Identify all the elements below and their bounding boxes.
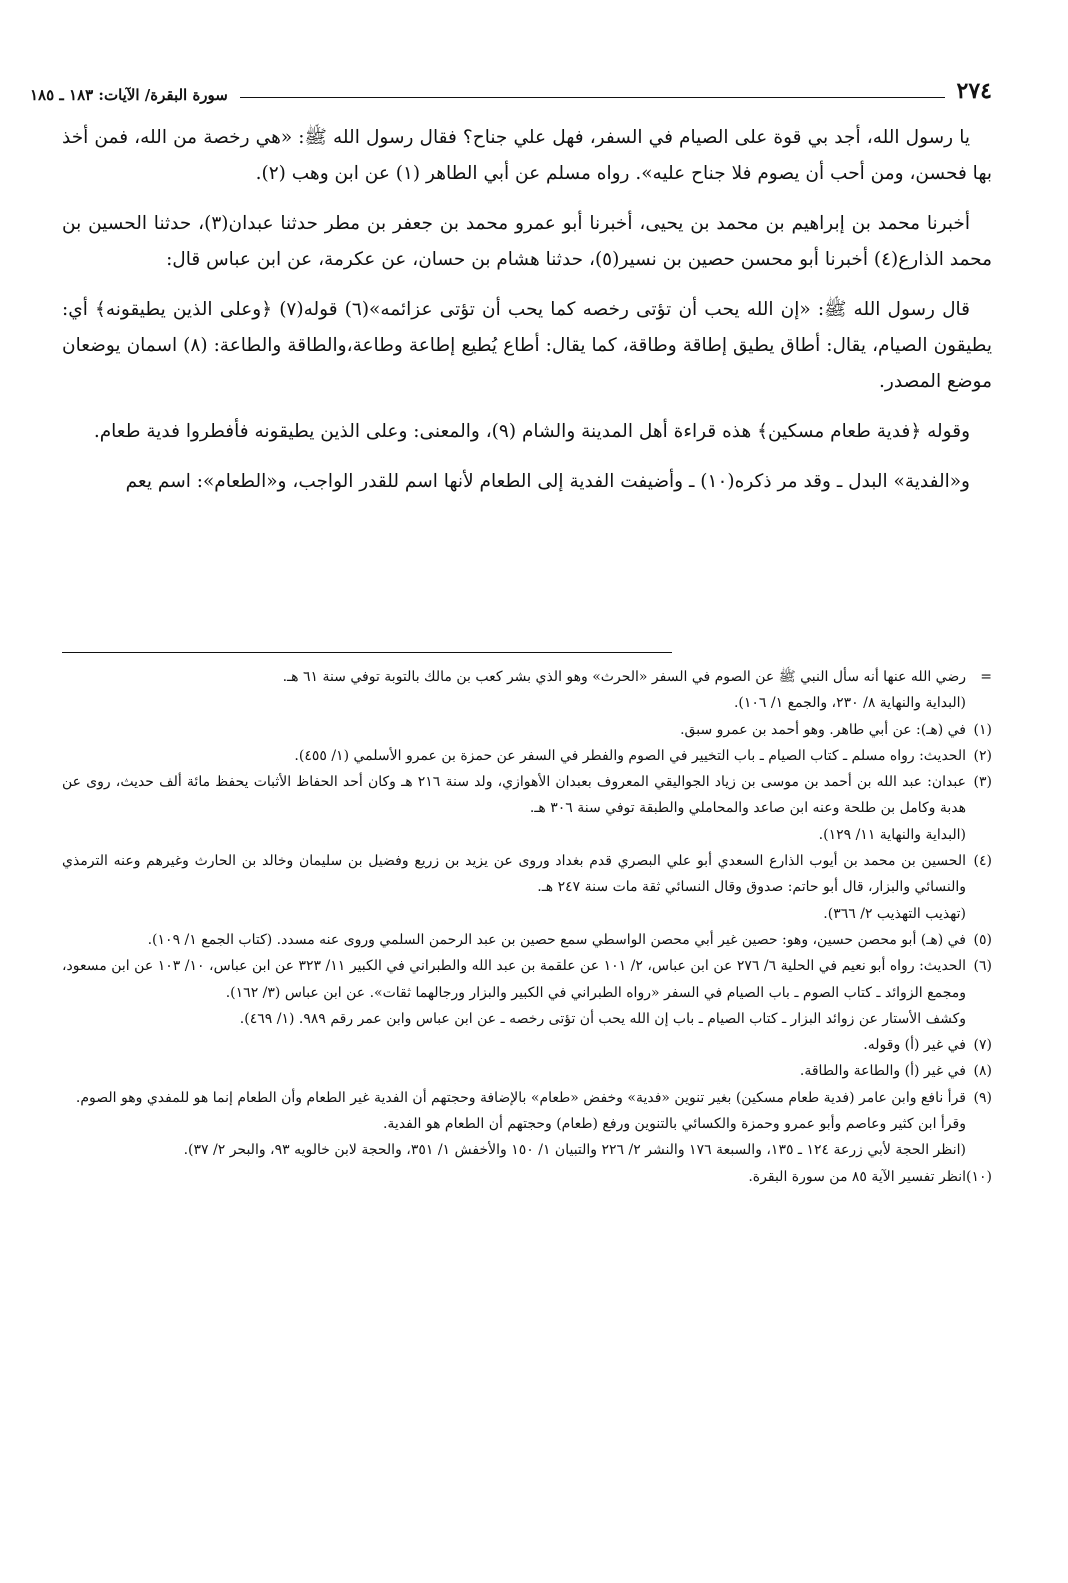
- page-number: ٢٧٤: [956, 78, 992, 104]
- footnote-number: (٢): [973, 747, 992, 764]
- footnote-number: =: [980, 669, 992, 685]
- footnote-text: (البداية والنهاية ٨/ ٢٣٠، والجمع ١/ ١٠٦).: [733, 695, 966, 712]
- footnote-number: (٥): [973, 931, 992, 948]
- footnote: [62, 1032, 992, 1058]
- footnote-text: في (هـ): عن أبي طاهر. وهو أحمد بن عمرو سبق.: [680, 721, 966, 738]
- paragraph: يا رسول الله، أجد بي قوة على الصيام في السفر، فهل علي جناح؟ فقال رسول الله ﷺ: «هي رخصة من الله، فمن أخذ بها فحسن، ومن أحب أن يصوم فلا جناح عليه». رواه مسلم عن أبي الطاهر (١) عن ابن وهب (٢).: [62, 127, 992, 184]
- footnote-number: (١): [973, 721, 992, 738]
- footnote-separator: [62, 652, 672, 653]
- footnote: [62, 848, 992, 927]
- footnote-number: (٣): [973, 774, 992, 791]
- footnote-text: في (هـ) أبو محصن حسين، وهو: حصين غير أبي محصن الواسطي سمع حصين بن عبد الرحمن السلمي وروى عنه مسدد. (كتاب الجمع ١/ ١٠٩).: [147, 931, 966, 948]
- footnote: [62, 769, 992, 848]
- footnote-number: (١٠): [966, 1168, 992, 1185]
- footnote: [62, 717, 992, 743]
- footnote-text: في غير (أ) والطاعة والطاقة.: [799, 1063, 966, 1080]
- footnote: [62, 664, 992, 717]
- paragraph: و«الفدية» البدل ـ وقد مر ذكره(١٠) ـ وأضيفت الفدية إلى الطعام لأنها اسم للقدر الواجب، و«الطعام»: اسم يعم: [125, 471, 970, 492]
- main-text: [62, 120, 992, 500]
- footnote-text: الحديث: رواه مسلم ـ كتاب الصيام ـ باب التخيير في الصوم والفطر في السفر عن حمزة بن عمرو الأسلمي (١/ ٤٥٥).: [294, 747, 966, 764]
- footnote: [62, 1164, 992, 1190]
- footnote-number: (٨): [973, 1063, 992, 1080]
- footnote-text: (انظر الحجة لأبي زرعة ١٢٤ ـ ١٣٥، والسبعة ١٧٦ والنشر ٢/ ٢٢٦ والتبيان ١/ ١٥٠ والأخفش ١/ ٣٥١، والحجة لابن خالويه ٩٣، والبحر ٢/ ٣٧).: [183, 1142, 966, 1159]
- footnote-text: وكشف الأستار عن زوائد البزار ـ كتاب الصيام ـ باب إن الله يحب أن تؤتى رخصه ـ عن ابن عباس وابن عمر رقم ٩٨٩. (١/ ٤٦٩).: [239, 1010, 966, 1027]
- footnotes: [62, 664, 992, 1190]
- footnote-text: عبدان: عبد الله بن أحمد بن موسى بن زياد الجواليقي المعروف بعبدان الأهوازي، ولد سنة ٢١٦ هـ وكان أحد الحفاظ الأثبات يحفظ مائة ألف حديث، روى عن هدبة وكامل بن طلحة وعنه ابن صاعد والمحاملي والطبقة توفي سنة ٣٠٦ هـ.: [62, 774, 966, 817]
- footnote-text: في غير (أ) وقوله.: [863, 1037, 966, 1054]
- footnote-text: (تهذيب التهذيب ٢/ ٣٦٦).: [823, 905, 966, 922]
- footnote: [62, 927, 992, 953]
- footnote-text: الحديث: رواه أبو نعيم في الحلية ٦/ ٢٧٦ عن ابن عباس، ٢/ ١٠١ عن علقمة بن عبد الله والطبراني في الكبير ١١/ ٣٢٣ عن ابن عباس، ١٠/ ١٠٣ عن ابن مسعود، ومجمع الزوائد ـ كتاب الصوم ـ باب الصيام في السفر «رواه الطبراني في الكبير والبزار ورجالهما ثقات». عن ابن عباس (٣/ ١٦٢).: [62, 958, 966, 1001]
- footnote: [62, 1058, 992, 1084]
- footnote-text: رضي الله عنها أنه سأل النبي ﷺ عن الصوم في السفر «الحرث» وهو الذي بشر كعب بن مالك بالتوبة توفي سنة ٦١ هـ.: [282, 669, 966, 685]
- footnote-number: (٩): [973, 1089, 992, 1106]
- running-title: سورة البقرة/ الآيات: ١٨٣ ـ ١٨٥: [30, 86, 228, 104]
- footnote-text: الحسين بن محمد بن أيوب الذارع السعدي أبو علي البصري قدم بغداد وروى عن يزيد بن زريع وفضيل بن سليمان وخالد بن الحارث وغيرهم وعنه الترمذي والنسائي والبزار، قال أبو حاتم: صدوق وقال النسائي ثقة مات سنة ٢٤٧ هـ.: [62, 853, 966, 896]
- footnote-number: (٦): [973, 958, 992, 975]
- paragraph: أخبرنا محمد بن إبراهيم بن محمد بن يحيى، أخبرنا أبو عمرو محمد بن جعفر بن مطر حدثنا عبدان(٣)، حدثنا الحسين بن محمد الذارع(٤) أخبرنا أبو محسن حصين بن نسير(٥)، حدثنا هشام بن حسان، عن عكرمة، عن ابن عباس قال:: [62, 213, 992, 270]
- footnote: [62, 743, 992, 769]
- page-header: [30, 74, 992, 104]
- footnote-number: (٤): [973, 853, 992, 870]
- footnote: [62, 953, 992, 1032]
- paragraph: قال رسول الله ﷺ: «إن الله يحب أن تؤتى رخصه كما يحب أن تؤتى عزائمه»(٦) قوله(٧) ﴿وعلى الذين يطيقونه﴾ أي: يطيقون الصيام، يقال: أطاق يطيق إطاقة وطاقة، كما يقال: أطاع يُطيع إطاعة وطاعة،والطاقة والطاعة: (٨) اسمان يوضعان موضع المصدر.: [62, 299, 992, 392]
- header-rule: [240, 97, 945, 98]
- footnote-text: قرأ نافع وابن عامر (فدية طعام مسكين) بغير تنوين «فدية» وخفض «طعام» بالإضافة وحجتهم أن الفدية غير الطعام وأن الطعام إنما هو للمفدي وهو الصوم.: [75, 1089, 966, 1106]
- footnote: [62, 1085, 992, 1164]
- footnote-text: (البداية والنهاية ١١/ ١٢٩).: [818, 826, 966, 843]
- paragraph: وقوله ﴿فدية طعام مسكين﴾ هذه قراءة أهل المدينة والشام (٩)، والمعنى: وعلى الذين يطيقونه فأفطروا فدية طعام.: [93, 421, 970, 442]
- footnote-text: انظر تفسير الآية ٨٥ من سورة البقرة.: [748, 1168, 966, 1185]
- footnote-number: (٧): [973, 1037, 992, 1054]
- footnote-text: وقرأ ابن كثير وعاصم وأبو عمرو وحمزة والكسائي بالتنوين ورفع (طعام) وحجتهم أن الطعام هو الفدية.: [382, 1116, 966, 1133]
